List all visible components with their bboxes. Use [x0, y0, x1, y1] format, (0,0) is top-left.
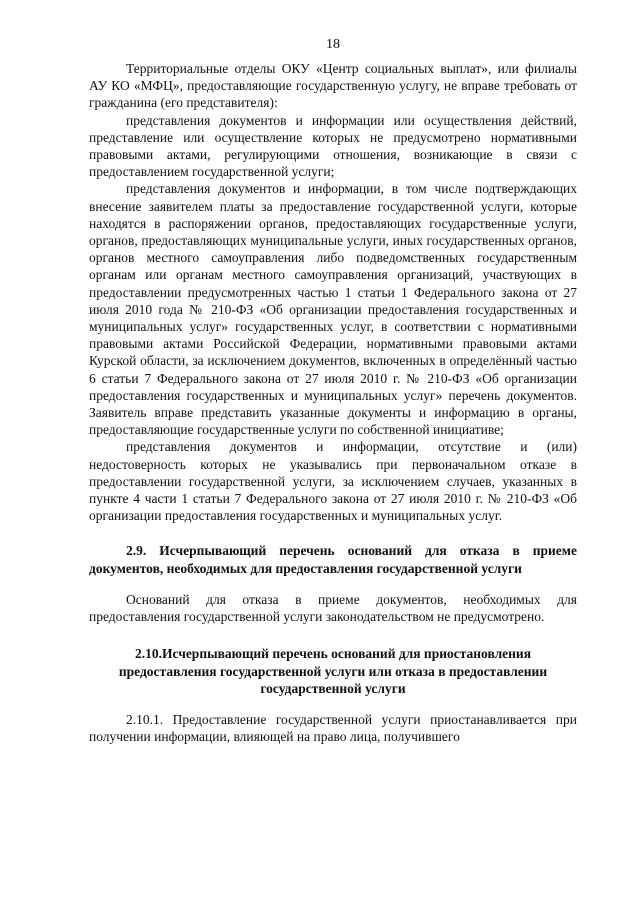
section-2-10-heading-line-3: государственной услуги [260, 680, 406, 696]
paragraph-item-1: представления документов и информации или осуществления действий, представление или осуществление которых не предусмотрено нормативными правовыми актами, регулирующими отношения, возникающие в связи с предоставлением государственной услуги; [89, 112, 577, 180]
section-2-9-heading: 2.9. Исчерпывающий перечень оснований для отказа в приеме документов, необходимых для предоставления государственной услуги [89, 543, 577, 576]
section-2-10-heading [89, 645, 577, 697]
document-body [89, 60, 577, 745]
paragraph-intro: Территориальные отделы ОКУ «Центр социальных выплат», или филиалы АУ КО «МФЦ», предоставляющие государственную услугу, не вправе требовать от гражданина (его представителя): [89, 61, 577, 111]
section-2-10-1-text: 2.10.1. Предоставление государственной услуги приостанавливается при получении информации, влияющей на право лица, получившего [89, 711, 577, 745]
section-2-9-text: Оснований для отказа в приеме документов, необходимых для предоставления государственной услуги законодательством не предусмотрено. [89, 591, 577, 625]
paragraph-item-3: представления документов и информации, отсутствие и (или) недостоверность которых не указывались при первоначальном отказе в предоставлении государственной услуги, за исключением случаев, указанных в пункте 4 части 1 статьи 7 Федерального закона от 27 июля 2010 г. № 210-ФЗ «Об организации предоставления государственных и муниципальных услуг. [89, 439, 577, 524]
section-2-10-heading-line-2: предоставления государственной услуги или отказа в предоставлении [118, 663, 548, 679]
page-number: 18 [326, 37, 340, 52]
paragraph-item-2: представления документов и информации, в том числе подтверждающих внесение заявителем платы за предоставление государственной услуги, которые находятся в распоряжении органов, предоставляющих государственные услуги, органов, предоставляющих муниципальные услуги, иных государственных органов, органов местного самоуправления либо подведомственных государственным органам или органам местного самоуправления организаций, участвующих в предоставлении предусмотренных частью 1 статьи 1 Федерального закона от 27 июля 2010 года № 210-ФЗ «Об организации предоставления государственных и муниципальных услуг» государственных услуг, в соответствии с нормативными правовыми актами Российской Федерации, нормативными правовыми актами Курской области, за исключением документов, включенных в определённый частью 6 статьи 7 Федерального закона от 27 июля 2010 г. № 210-ФЗ «Об организации предоставления государственных и муниципальных услуг» перечень документов. Заявитель вправе представить указанные документы и информацию в органы, предоставляющие государственные услуги по собственной инициативе; [89, 181, 577, 438]
section-2-10-heading-line-1: 2.10.Исчерпывающий перечень оснований для приостановления [134, 646, 532, 662]
